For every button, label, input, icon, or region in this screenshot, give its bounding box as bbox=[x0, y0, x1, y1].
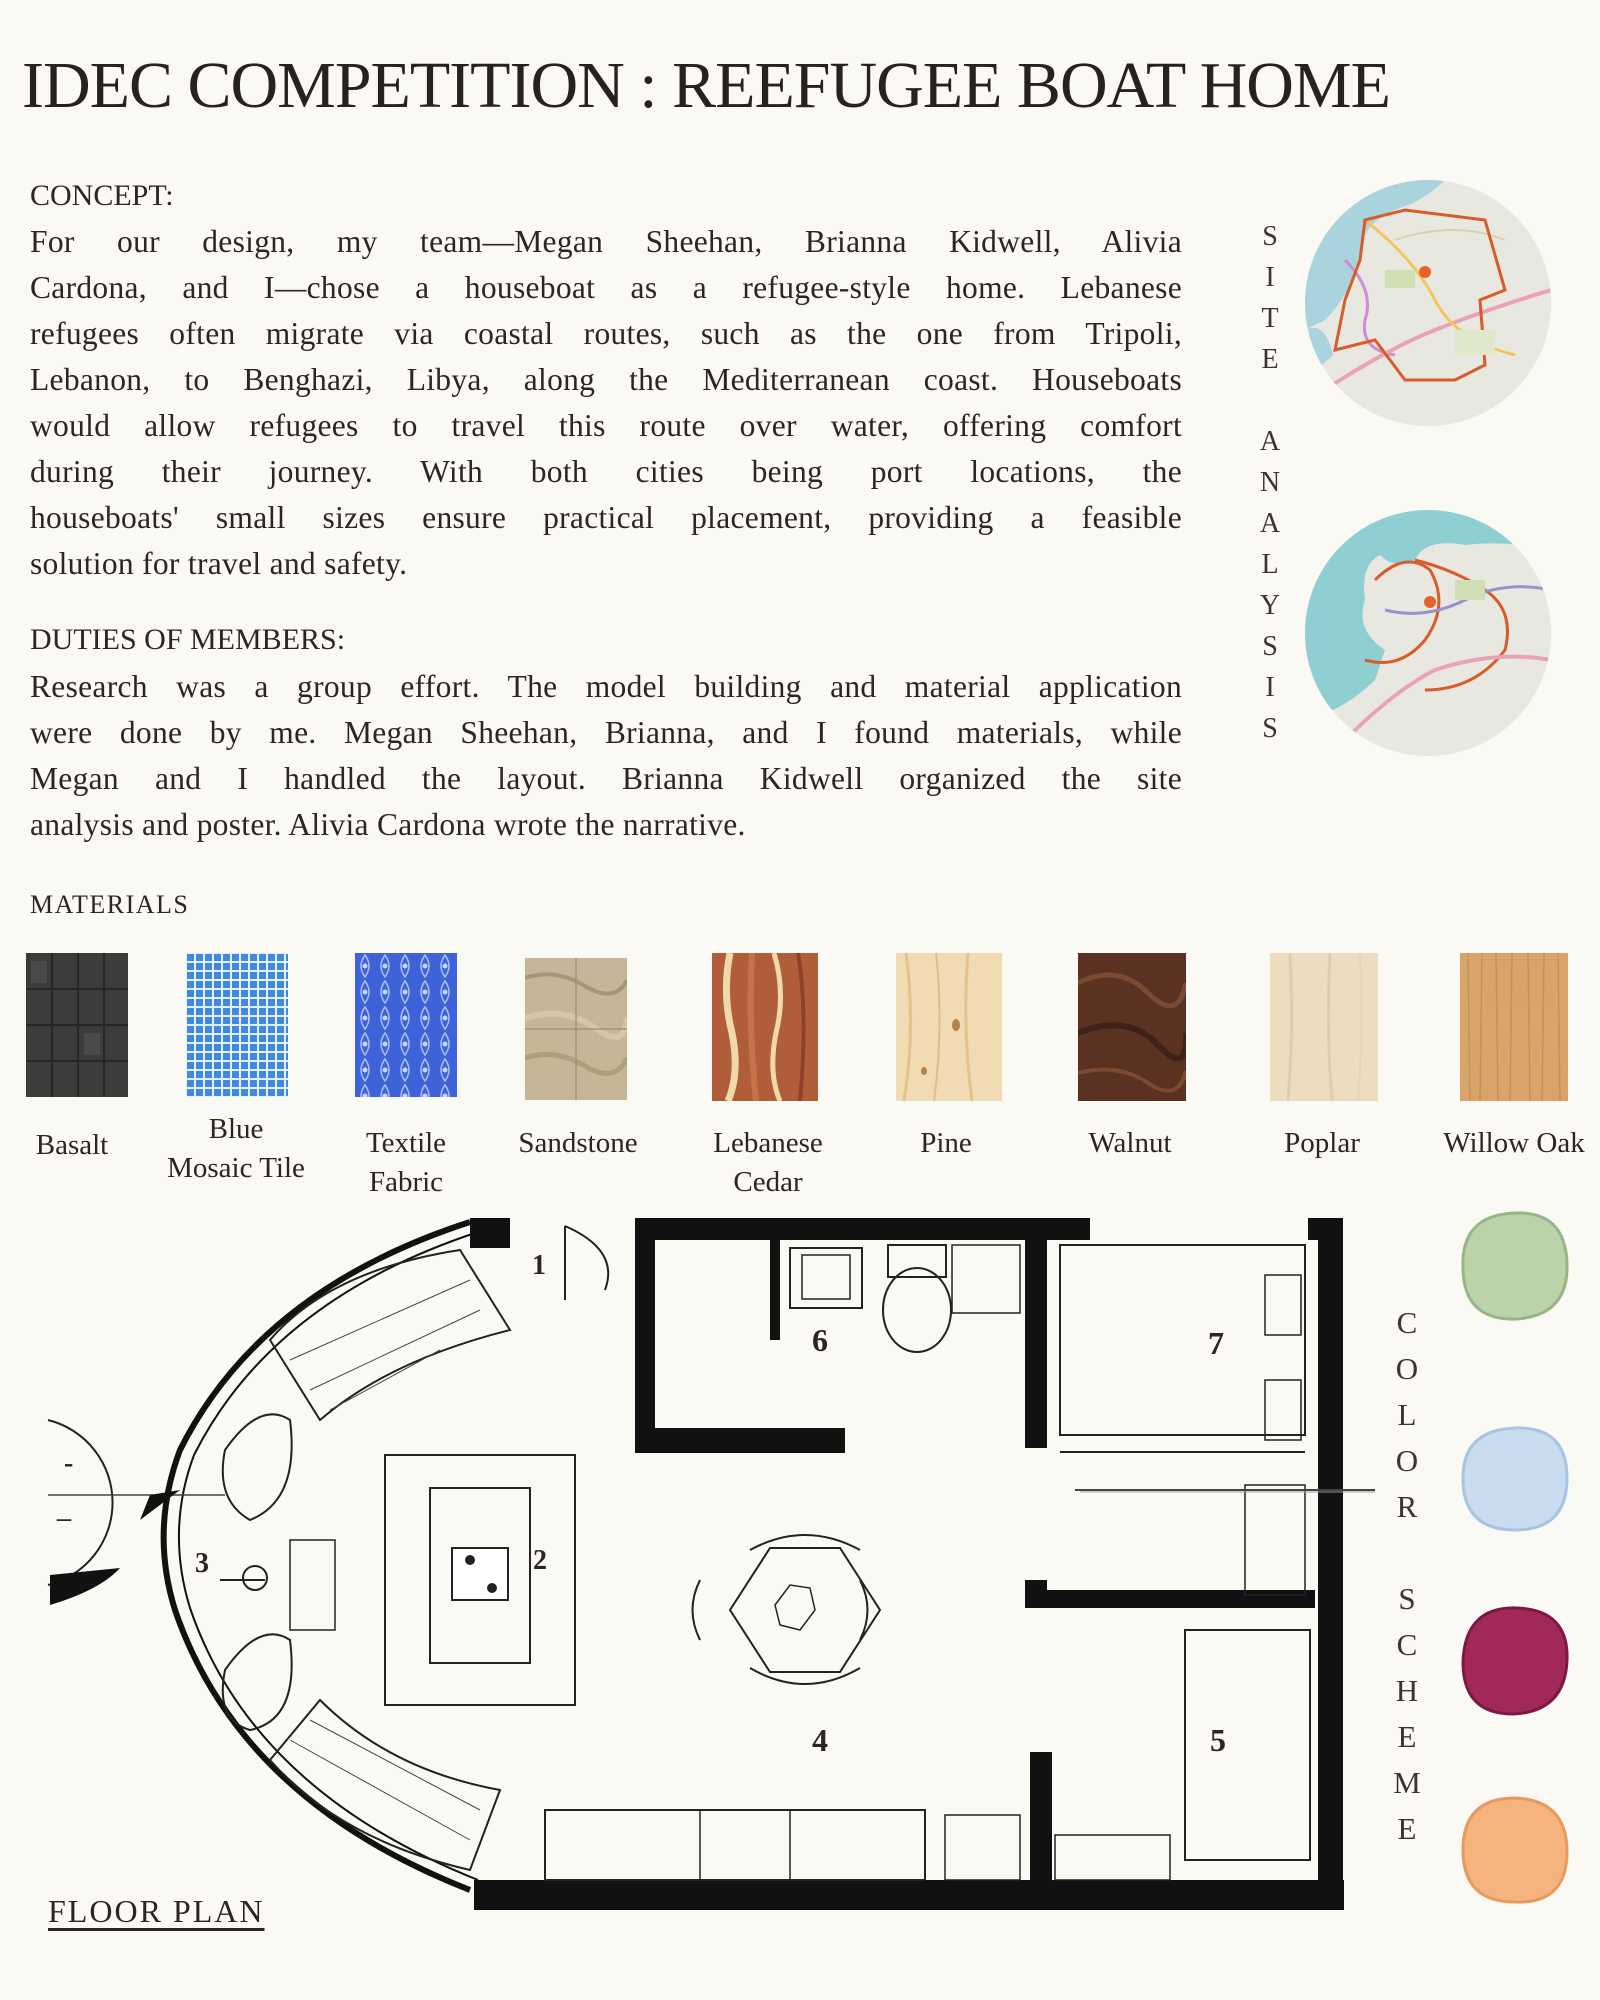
paragraph-line: Cardona, and I—chose a houseboat as a refugee-style home. Lebanese bbox=[30, 270, 1182, 305]
duties-heading: DUTIES OF MEMBERS: bbox=[30, 623, 346, 656]
material-label-line: Walnut bbox=[1088, 1127, 1172, 1159]
swatch-pine bbox=[896, 953, 1002, 1101]
room-number-7: 7 bbox=[1208, 1325, 1224, 1361]
swatch-sandstone bbox=[525, 958, 627, 1100]
room-number-3: 3 bbox=[195, 1548, 209, 1579]
paragraph-line: Lebanon, to Benghazi, Libya, along the Mediterranean coast. Houseboats bbox=[30, 362, 1182, 397]
vertical-letter: O bbox=[1395, 1443, 1419, 1478]
paragraph-line: Megan and I handled the layout. Brianna Kidwell organized the site bbox=[30, 761, 1182, 796]
material-label bbox=[518, 1124, 637, 1163]
material-label-line: Fabric bbox=[368, 1166, 444, 1198]
material-label-line: Mosaic Tile bbox=[167, 1152, 305, 1184]
color-swatch-light-blue bbox=[1455, 1418, 1575, 1538]
vertical-letter: E bbox=[1261, 344, 1279, 375]
swatch-poplar bbox=[1270, 953, 1378, 1101]
color-swatch-magenta bbox=[1455, 1600, 1575, 1720]
material-label-line: Poplar bbox=[1284, 1127, 1360, 1159]
material-label-line: Cedar bbox=[733, 1166, 803, 1198]
color-scheme-label bbox=[1392, 1300, 1422, 1852]
material-label-line: Lebanese bbox=[713, 1127, 823, 1159]
room-number-6: 6 bbox=[812, 1322, 828, 1358]
room-number-5: 5 bbox=[1210, 1722, 1226, 1758]
color-swatch-peach bbox=[1455, 1790, 1575, 1910]
vertical-letter: A bbox=[1259, 508, 1281, 539]
room-number-2: 2 bbox=[533, 1545, 547, 1576]
material-label bbox=[1284, 1124, 1360, 1163]
vertical-letter: E bbox=[1397, 1719, 1417, 1754]
floor-plan-drawing bbox=[0, 1200, 1600, 2000]
vertical-letter: L bbox=[1261, 549, 1279, 580]
vertical-letter: A bbox=[1259, 426, 1281, 457]
vertical-letter: Y bbox=[1259, 590, 1281, 621]
swatch-willow-oak bbox=[1460, 953, 1568, 1101]
vertical-letter: I bbox=[1265, 262, 1275, 293]
vertical-letter: C bbox=[1396, 1627, 1418, 1662]
vertical-letter: R bbox=[1396, 1489, 1418, 1524]
room-number-1: 1 bbox=[532, 1250, 546, 1281]
material-label bbox=[167, 1110, 305, 1188]
site-analysis-label bbox=[1256, 216, 1284, 749]
paragraph-line: houseboats' small sizes ensure practical placement, providing a feasible bbox=[30, 500, 1182, 535]
material-label-line: Pine bbox=[920, 1127, 972, 1159]
material-label-line: Willow Oak bbox=[1443, 1127, 1585, 1159]
material-label bbox=[1088, 1124, 1171, 1163]
room-number-4: 4 bbox=[812, 1722, 828, 1758]
material-label-line: Textile bbox=[365, 1127, 447, 1159]
material-label-line: Blue bbox=[208, 1113, 264, 1145]
paragraph-line: during their journey. With both cities being port locations, the bbox=[30, 454, 1182, 489]
vertical-letter: S bbox=[1398, 1581, 1416, 1616]
vertical-letter: E bbox=[1397, 1811, 1417, 1846]
page-title: IDEC COMPETITION : REEFUGEE BOAT HOME bbox=[22, 49, 1390, 122]
paragraph-line: refugees often migrate via coastal routes, such as the one from Tripoli, bbox=[30, 316, 1182, 351]
vertical-letter: L bbox=[1397, 1397, 1417, 1432]
vertical-letter: S bbox=[1262, 221, 1278, 252]
vertical-letter: O bbox=[1395, 1351, 1419, 1386]
paragraph-line: solution for travel and safety. bbox=[30, 546, 408, 581]
materials-heading: MATERIALS bbox=[30, 890, 190, 919]
paragraph-line: Research was a group effort. The model building and material application bbox=[30, 669, 1182, 704]
section-mark-dash: - bbox=[64, 1448, 74, 1479]
vertical-letter: C bbox=[1396, 1305, 1418, 1340]
concept-heading: CONCEPT: bbox=[30, 179, 174, 212]
vertical-letter: H bbox=[1395, 1673, 1419, 1708]
material-label bbox=[1443, 1124, 1584, 1163]
material-label bbox=[713, 1124, 823, 1202]
paragraph-line: were done by me. Megan Sheehan, Brianna, and I found materials, while bbox=[30, 715, 1182, 750]
material-label bbox=[366, 1124, 446, 1202]
vertical-letter: S bbox=[1262, 713, 1278, 744]
swatch-basalt bbox=[26, 953, 128, 1097]
vertical-letter: S bbox=[1262, 631, 1278, 662]
swatch-blue-mosaic-tile bbox=[186, 953, 288, 1097]
paragraph-line: would allow refugees to travel this route over water, offering comfort bbox=[30, 408, 1182, 443]
concept-paragraph bbox=[30, 219, 1182, 587]
vertical-letter: I bbox=[1265, 672, 1275, 703]
color-swatch-green bbox=[1455, 1205, 1575, 1325]
floor-plan-label: FLOOR PLAN bbox=[48, 1893, 265, 1929]
swatch-walnut bbox=[1078, 953, 1186, 1101]
site-map-tripoli bbox=[1305, 180, 1551, 426]
material-label-line: Sandstone bbox=[518, 1127, 638, 1159]
vertical-letter: N bbox=[1259, 467, 1281, 498]
section-mark-double-dash: --- bbox=[56, 1508, 70, 1530]
paragraph-line: For our design, my team—Megan Sheehan, Brianna Kidwell, Alivia bbox=[30, 224, 1182, 259]
vertical-letter: T bbox=[1261, 303, 1279, 334]
material-label bbox=[920, 1124, 972, 1163]
swatch-textile-fabric bbox=[355, 953, 457, 1097]
vertical-letter: M bbox=[1393, 1765, 1421, 1800]
swatch-lebanese-cedar bbox=[712, 953, 818, 1101]
paragraph-line: analysis and poster. Alivia Cardona wrote the narrative. bbox=[30, 807, 746, 842]
material-label-line: Basalt bbox=[35, 1129, 109, 1161]
material-label bbox=[36, 1126, 109, 1165]
duties-paragraph bbox=[30, 664, 1182, 848]
site-map-benghazi bbox=[1305, 510, 1551, 756]
